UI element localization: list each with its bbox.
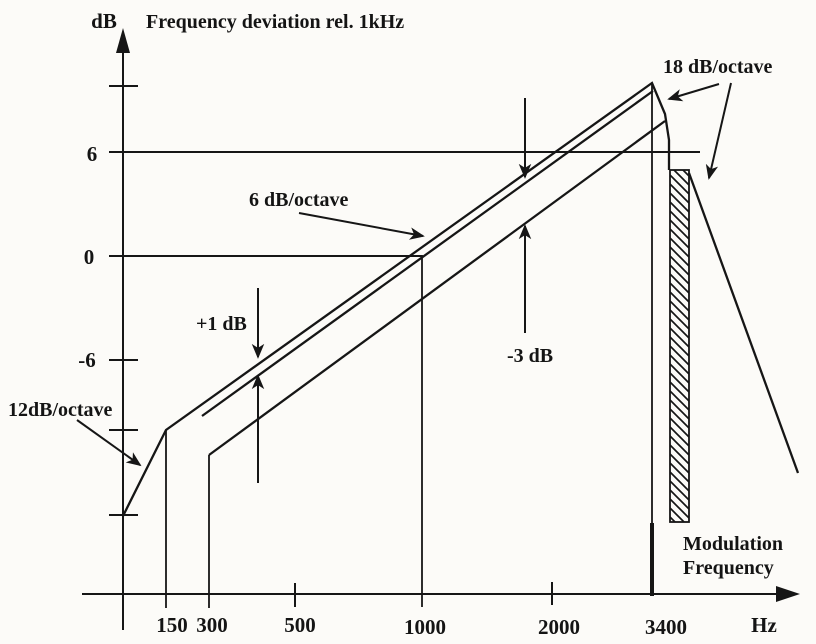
arrow-18db-octave-b	[709, 83, 731, 178]
x-tick-labels	[156, 613, 777, 639]
rolloff-18db-line	[689, 173, 798, 473]
arrow-12db-octave	[77, 420, 140, 465]
x-label-3400: 3400	[645, 615, 687, 639]
lower-limit-curve	[209, 121, 665, 455]
band-edge-hatched-bar	[670, 170, 689, 522]
x-label-500: 500	[284, 613, 316, 637]
guide-lines	[123, 83, 700, 608]
arrow-18db-octave-a	[669, 84, 719, 99]
x-axis-caption-line1: Modulation	[683, 533, 784, 555]
chart-title: Frequency deviation rel. 1kHz	[146, 11, 405, 33]
x-label-2000: 2000	[538, 615, 580, 639]
x-label-300: 300	[196, 613, 228, 637]
limit-curves	[123, 83, 798, 516]
x-axis-caption-line2: Frequency	[683, 557, 774, 579]
annotation-12db-octave: 12dB/octave	[8, 399, 113, 421]
annotation-6db-octave: 6 dB/octave	[249, 189, 349, 211]
annotation-minus3db: -3 dB	[507, 345, 554, 367]
y-label-minus6: -6	[78, 348, 96, 372]
x-axis	[82, 582, 800, 607]
y-axis-arrow-icon	[116, 28, 130, 53]
upper-limit-curve	[123, 83, 669, 516]
x-label-1000: 1000	[404, 615, 446, 639]
annotation-plus1db: +1 dB	[196, 313, 247, 335]
arrow-6db-octave	[299, 213, 423, 236]
annotation-18db-octave: 18 dB/octave	[663, 56, 773, 78]
y-label-0: 0	[83, 245, 95, 269]
y-axis	[109, 28, 138, 630]
x-axis-arrow-icon	[776, 586, 800, 602]
x-label-150: 150	[156, 613, 188, 637]
reference-curve	[202, 91, 653, 416]
y-label-6: 6	[86, 142, 98, 166]
y-axis-unit-label: dB	[91, 9, 117, 33]
x-axis-unit-label: Hz	[751, 613, 777, 637]
